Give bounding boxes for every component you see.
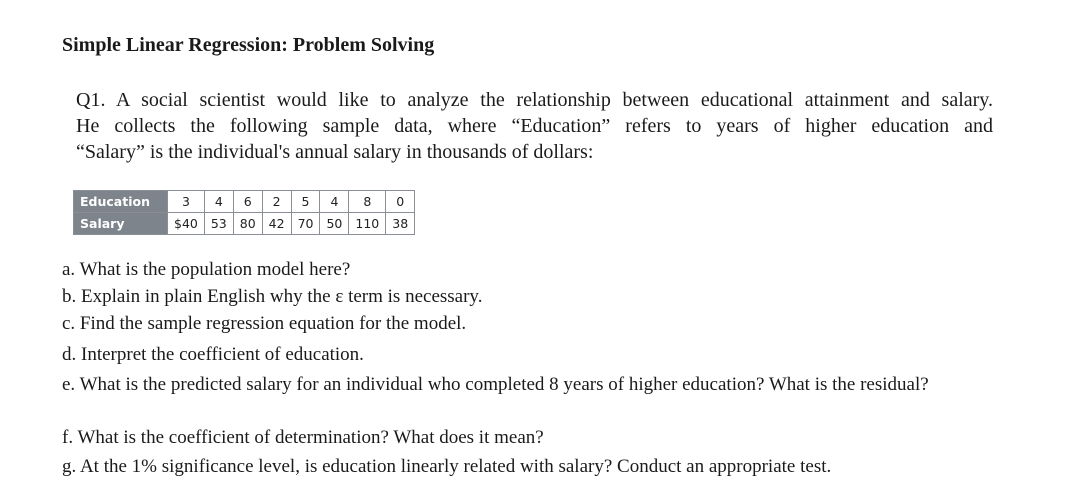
question-d: d. Interpret the coefficient of education. [62, 344, 364, 365]
question-c: c. Find the sample regression equation for the model. [62, 313, 467, 334]
question-b: b. Explain in plain English why the ε term is necessary. [62, 286, 483, 307]
education-cell: 5 [291, 191, 320, 213]
education-header: Education [74, 191, 168, 213]
education-cell: 8 [349, 191, 386, 213]
education-cell: 6 [233, 191, 262, 213]
sample-data-table [73, 190, 415, 235]
question-a: a. What is the population model here? [62, 259, 351, 280]
education-cell: 4 [320, 191, 349, 213]
salary-cell: 42 [262, 213, 291, 235]
problem-line-3: “Salary” is the individual's annual salary in thousands of dollars: [76, 141, 594, 163]
salary-cell: 70 [291, 213, 320, 235]
question-g: g. At the 1% significance level, is education linearly related with salary? Conduct an appropriate test. [62, 456, 832, 477]
education-cell: 3 [168, 191, 205, 213]
page-title: Simple Linear Regression: Problem Solving [62, 34, 435, 56]
salary-cell: 38 [386, 213, 415, 235]
question-e: e. What is the predicted salary for an individual who completed 8 years of higher education? What is the residual? [62, 374, 929, 395]
education-cell: 0 [386, 191, 415, 213]
education-cell: 4 [204, 191, 233, 213]
salary-cell: 50 [320, 213, 349, 235]
salary-cell: 80 [233, 213, 262, 235]
problem-statement [76, 87, 993, 165]
salary-cell: $40 [168, 213, 205, 235]
salary-cell: 110 [349, 213, 386, 235]
salary-header: Salary [74, 213, 168, 235]
salary-row [74, 213, 415, 235]
salary-cell: 53 [204, 213, 233, 235]
education-cell: 2 [262, 191, 291, 213]
problem-line-2: He collects the following sample data, where “Education” refers to years of higher education and [76, 115, 993, 137]
education-row [74, 191, 415, 213]
problem-line-1: Q1. A social scientist would like to analyze the relationship between educational attainment and salary. [76, 89, 993, 111]
question-f: f. What is the coefficient of determination? What does it mean? [62, 427, 544, 448]
